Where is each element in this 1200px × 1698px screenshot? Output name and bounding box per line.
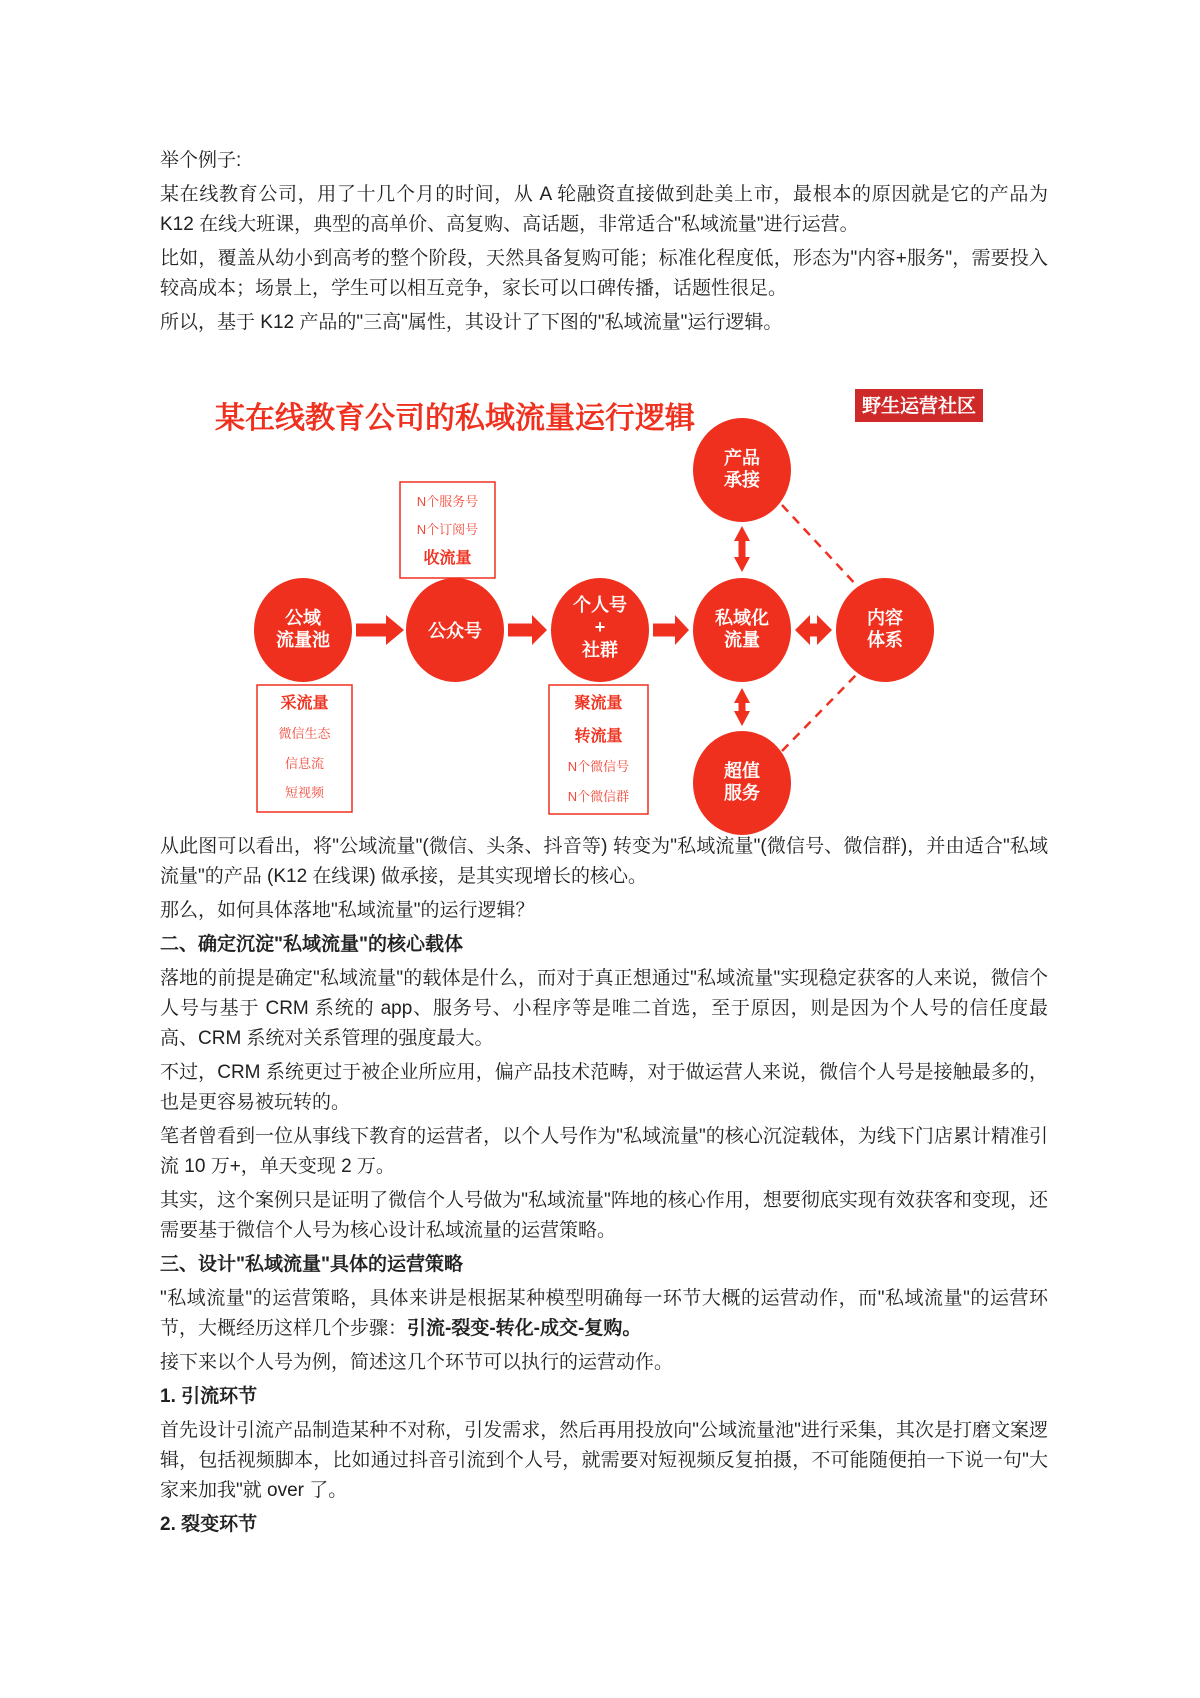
- node-label: 个人号: [573, 595, 627, 615]
- arrow-double-vertical-icon: [734, 688, 750, 726]
- box-item: 聚流量: [574, 695, 623, 712]
- paragraph: 接下来以个人号为例，简述这几个环节可以执行的运营动作。: [160, 1352, 674, 1373]
- paragraph: 比如，覆盖从幼小到高考的整个阶段，天然具备复购可能；标准化程度低，形态为"内容+服务"，需要投入较高成本；场景上，学生可以相互竞争，家长可以口碑传播，话题性很足。: [160, 248, 1048, 299]
- flow-node-official-account: [406, 578, 504, 682]
- diagram-title: 某在线教育公司的私域流量运行逻辑: [215, 402, 695, 435]
- node-label: 服务: [724, 783, 760, 803]
- flow-node-public-pool: [254, 578, 352, 682]
- node-label: 体系: [867, 630, 903, 650]
- box-item: N个微信群: [567, 789, 630, 804]
- node-label: 产品: [724, 448, 760, 468]
- flow-node-privatized-traffic: [693, 578, 791, 682]
- paragraph: 所以，基于 K12 产品的"三高"属性，其设计了下图的"私域流量"运行逻辑。: [160, 312, 783, 333]
- paragraph: 笔者曾看到一位从事线下教育的运营者，以个人号作为"私域流量"的核心沉淀载体，为线下门店累计精准引流 10 万+，单天变现 2 万。: [160, 1126, 1048, 1177]
- node-label: 流量池: [276, 630, 330, 650]
- paragraph: [160, 1284, 1048, 1344]
- arrow-double-vertical-icon: [734, 526, 750, 572]
- body-text-block: [160, 832, 1048, 1544]
- flow-node-premium-service: [693, 731, 791, 835]
- paragraph: 首先设计引流产品制造某种不对称，引发需求，然后再用投放向"公域流量池"进行采集，其次是打磨文案逻辑，包括视频脚本，比如通过抖音引流到个人号，就需要对短视频反复拍摄，不可能随便拍一下说一句"大家来加我"就 over 了。: [160, 1420, 1048, 1501]
- arrow-right-icon: [653, 615, 689, 645]
- section-heading-3: 三、设计"私域流量"具体的运营策略: [160, 1254, 464, 1275]
- paragraph: 从此图可以看出，将"公域流量"(微信、头条、抖音等) 转变为"私域流量"(微信号、微信群)，并由适合"私域流量"的产品 (K12 在线课) 做承接，是其实现增长的核心。: [160, 836, 1048, 887]
- arrow-right-icon: [356, 615, 404, 645]
- node-label: 社群: [582, 640, 618, 660]
- box-item: N个微信号: [567, 759, 630, 774]
- intro-text-block: [160, 146, 1048, 342]
- flow-node-personal-group: [551, 578, 649, 682]
- traffic-flow-diagram: [190, 363, 1010, 838]
- box-item: N个订阅号: [416, 522, 479, 537]
- dashed-connector-product-content: [782, 505, 858, 587]
- node-label: 公域: [285, 608, 321, 628]
- community-badge: [855, 389, 983, 422]
- annotation-box-collect-traffic: [400, 482, 495, 578]
- paragraph: 落地的前提是确定"私域流量"的载体是什么，而对于真正想通过"私域流量"实现稳定获客的人来说，微信个人号与基于 CRM 系统的 app、服务号、小程序等是唯二首选，至于原因，则是因为个人号的信任度最高、CRM 系统对关系管理的强度最大。: [160, 968, 1048, 1049]
- paragraph-bold-text: 引流-裂变-转化-成交-复购。: [407, 1318, 642, 1339]
- paragraph: 某在线教育公司，用了十几个月的时间，从 A 轮融资直接做到赴美上市，最根本的原因就是它的产品为 K12 在线大班课，典型的高单价、高复购、高话题，非常适合"私域流量"进行运营。: [160, 184, 1048, 235]
- box-item: 短视频: [284, 785, 325, 800]
- node-label: 流量: [724, 630, 760, 650]
- paragraph: 不过，CRM 系统更过于被企业所应用，偏产品技术范畴，对于做运营人来说，微信个人号是接触最多的，也是更容易被玩转的。: [160, 1062, 1048, 1113]
- step-heading-1: 1. 引流环节: [160, 1386, 258, 1407]
- annotation-box-source-traffic: [257, 685, 352, 812]
- dashed-connector-service-content: [782, 673, 858, 751]
- badge-label: 野生运营社区: [861, 396, 977, 417]
- arrow-double-horizontal-icon: [795, 615, 832, 645]
- arrow-right-icon: [508, 615, 547, 645]
- node-label: 超值: [724, 761, 760, 781]
- box-item: 采流量: [280, 695, 329, 712]
- node-label: +: [594, 617, 606, 637]
- box-item: 信息流: [284, 756, 325, 771]
- paragraph: 那么，如何具体落地"私域流量"的运行逻辑？: [160, 900, 535, 921]
- paragraph-text: "私域流量"的运营策略，具体来讲是根据某种模型明确每一环节大概的运营动作，而"私域流量"的运营环节，大概经历这样几个步骤：: [160, 1288, 1048, 1339]
- paragraph: 举个例子:: [160, 150, 242, 171]
- box-item: 微信生态: [278, 726, 331, 741]
- paragraph: 其实，这个案例只是证明了微信个人号做为"私域流量"阵地的核心作用，想要彻底实现有效获客和变现，还需要基于微信个人号为核心设计私域流量的运营策略。: [160, 1190, 1048, 1241]
- node-label: 承接: [724, 470, 760, 490]
- annotation-box-convert-traffic: [549, 685, 648, 814]
- section-heading-2: 二、确定沉淀"私域流量"的核心载体: [160, 934, 464, 955]
- step-heading-2: 2. 裂变环节: [160, 1514, 258, 1535]
- flow-node-product-undertake: [693, 418, 791, 522]
- box-item: 收流量: [423, 550, 472, 567]
- node-label: 私域化: [715, 608, 769, 628]
- flow-node-content-system: [836, 578, 934, 682]
- box-item: N个服务号: [416, 494, 479, 509]
- node-label: 内容: [867, 608, 903, 628]
- box-item: 转流量: [574, 728, 623, 745]
- node-label: 公众号: [428, 621, 482, 641]
